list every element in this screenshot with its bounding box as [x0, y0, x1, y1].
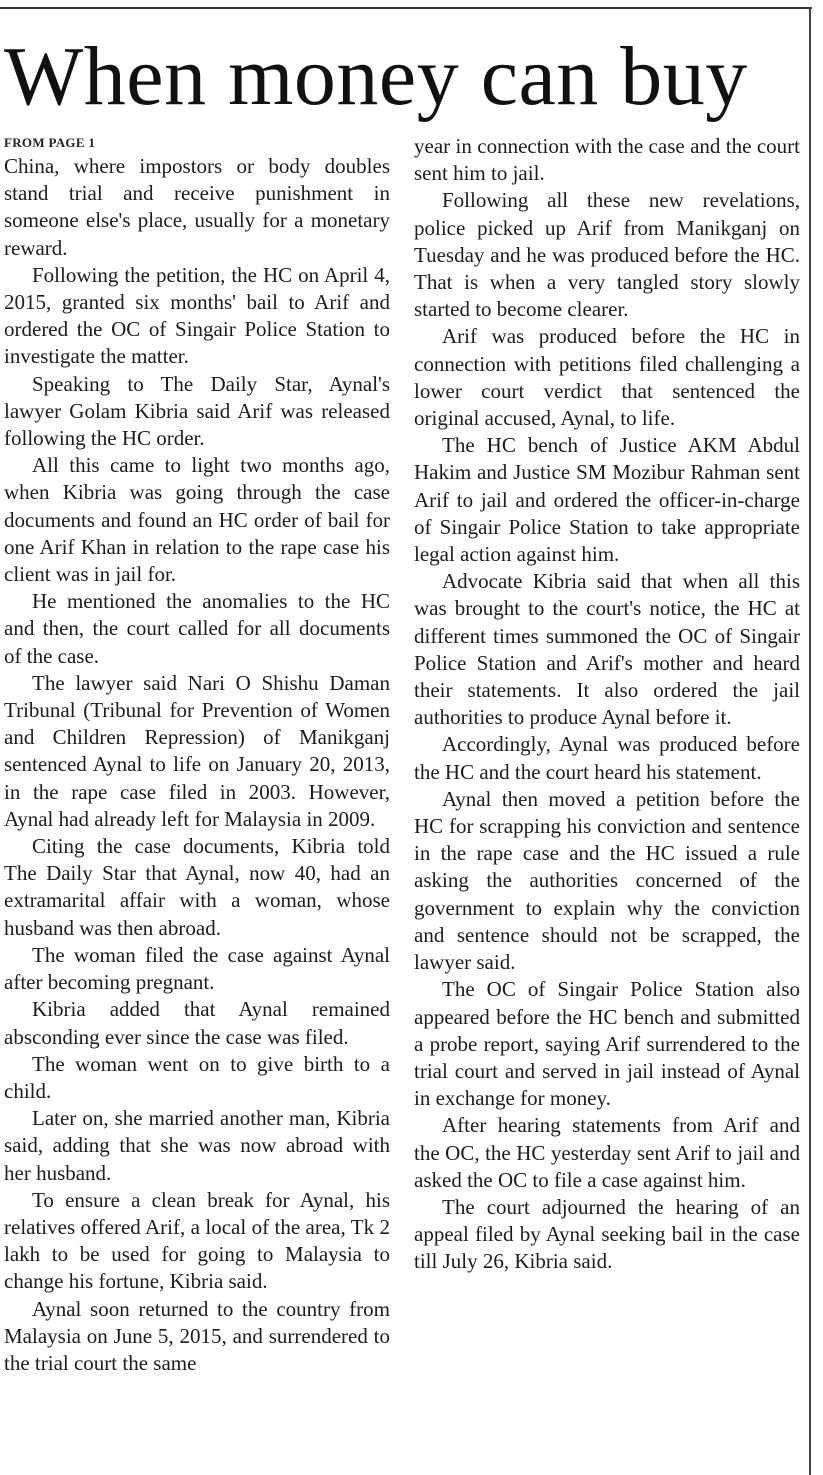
left-column — [4, 133, 390, 1473]
paragraph: Kibria added that Aynal remained absconding ever since the case was filed. — [4, 997, 390, 1049]
paragraph: Following all these new revelations, police picked up Arif from Manikganj on Tuesday and he was produced before the HC. That is when a very tangled story slowly started to become clearer. — [414, 188, 800, 322]
paragraph: The woman went on to give birth to a child. — [4, 1051, 390, 1103]
paragraph: Speaking to The Daily Star, Aynal's lawyer Golam Kibria said Arif was released following the HC order. — [4, 371, 390, 451]
paragraph: After hearing statements from Arif and the OC, the HC yesterday sent Arif to jail and asked the OC to file a case against him. — [414, 1113, 800, 1192]
paragraph: He mentioned the anomalies to the HC and then, the court called for all documents of the case. — [4, 589, 390, 668]
kicker: FROM PAGE 1 — [4, 135, 96, 150]
paragraph: The court adjourned the hearing of an appeal filed by Aynal seeking bail in the case till July 26, Kibria said. — [414, 1194, 800, 1274]
top-rule — [0, 7, 812, 9]
paragraph: Accordingly, Aynal was produced before the HC and the court heard his statement. — [414, 732, 800, 784]
paragraph: The lawyer said Nari O Shishu Daman Tribunal (Tribunal for Prevention of Women and Children Repression) of Manikganj sentenced Aynal to life on January 20, 2013, in the rape case filed in 2003. However, Aynal had already left for Malaysia in 2009. — [4, 670, 390, 831]
headline: When money can buy — [4, 30, 748, 123]
paragraph: The woman filed the case against Aynal after becoming pregnant. — [4, 942, 390, 995]
paragraph: Advocate Kibria said that when all this was brought to the court's notice, the HC at different times summoned the OC of Singair Police Station and Arif's mother and heard their statements. It also ordered the jail authorities to produce Aynal before it. — [414, 569, 800, 730]
paragraph: year in connection with the case and the court sent him to jail. — [414, 134, 800, 186]
paragraph: Later on, she married another man, Kibria said, adding that she was now abroad with her husband. — [4, 1106, 390, 1185]
paragraph: Aynal then moved a petition before the HC for scrapping his conviction and sentence in the rape case and the HC issued a rule asking the authorities concerned of the government to explain why the conviction and sentence should not be scrapped, the lawyer said. — [414, 786, 800, 975]
paragraph: To ensure a clean break for Aynal, his relatives offered Arif, a local of the area, Tk 2 lakh to be used for going to Malaysia to change his fortune, Kibria said. — [4, 1187, 390, 1294]
paragraph: Citing the case documents, Kibria told The Daily Star that Aynal, now 40, had an extramarital affair with a woman, whose husband was then abroad. — [4, 834, 390, 940]
paragraph: Arif was produced before the HC in connection with petitions filed challenging a lower court verdict that sentenced the original accused, Aynal, to life. — [414, 324, 800, 431]
paragraph: Following the petition, the HC on April 4, 2015, granted six months' bail to Arif and ordered the OC of Singair Police Station to investigate the matter. — [4, 262, 390, 369]
right-column — [414, 133, 800, 1473]
paragraph: Aynal soon returned to the country from Malaysia on June 5, 2015, and surrendered to the trial court the same — [4, 1296, 390, 1375]
paragraph: The OC of Singair Police Station also appeared before the HC bench and submitted a probe report, saying Arif surrendered to the trial court and served in jail instead of Aynal in exchange for money. — [414, 977, 800, 1111]
paragraph: China, where impostors or body doubles stand trial and receive punishment in someone else's place, usually for a monetary reward. — [4, 154, 390, 260]
paragraph: All this came to light two months ago, when Kibria was going through the case documents and found an HC order of bail for one Arif Khan in relation to the rape case his client was in jail for. — [4, 453, 390, 587]
column-rule — [809, 7, 811, 1475]
paragraph: The HC bench of Justice AKM Abdul Hakim and Justice SM Mozibur Rahman sent Arif to jail and ordered the officer-in-charge of Singair Police Station to take appropriate legal action against him. — [414, 433, 800, 567]
